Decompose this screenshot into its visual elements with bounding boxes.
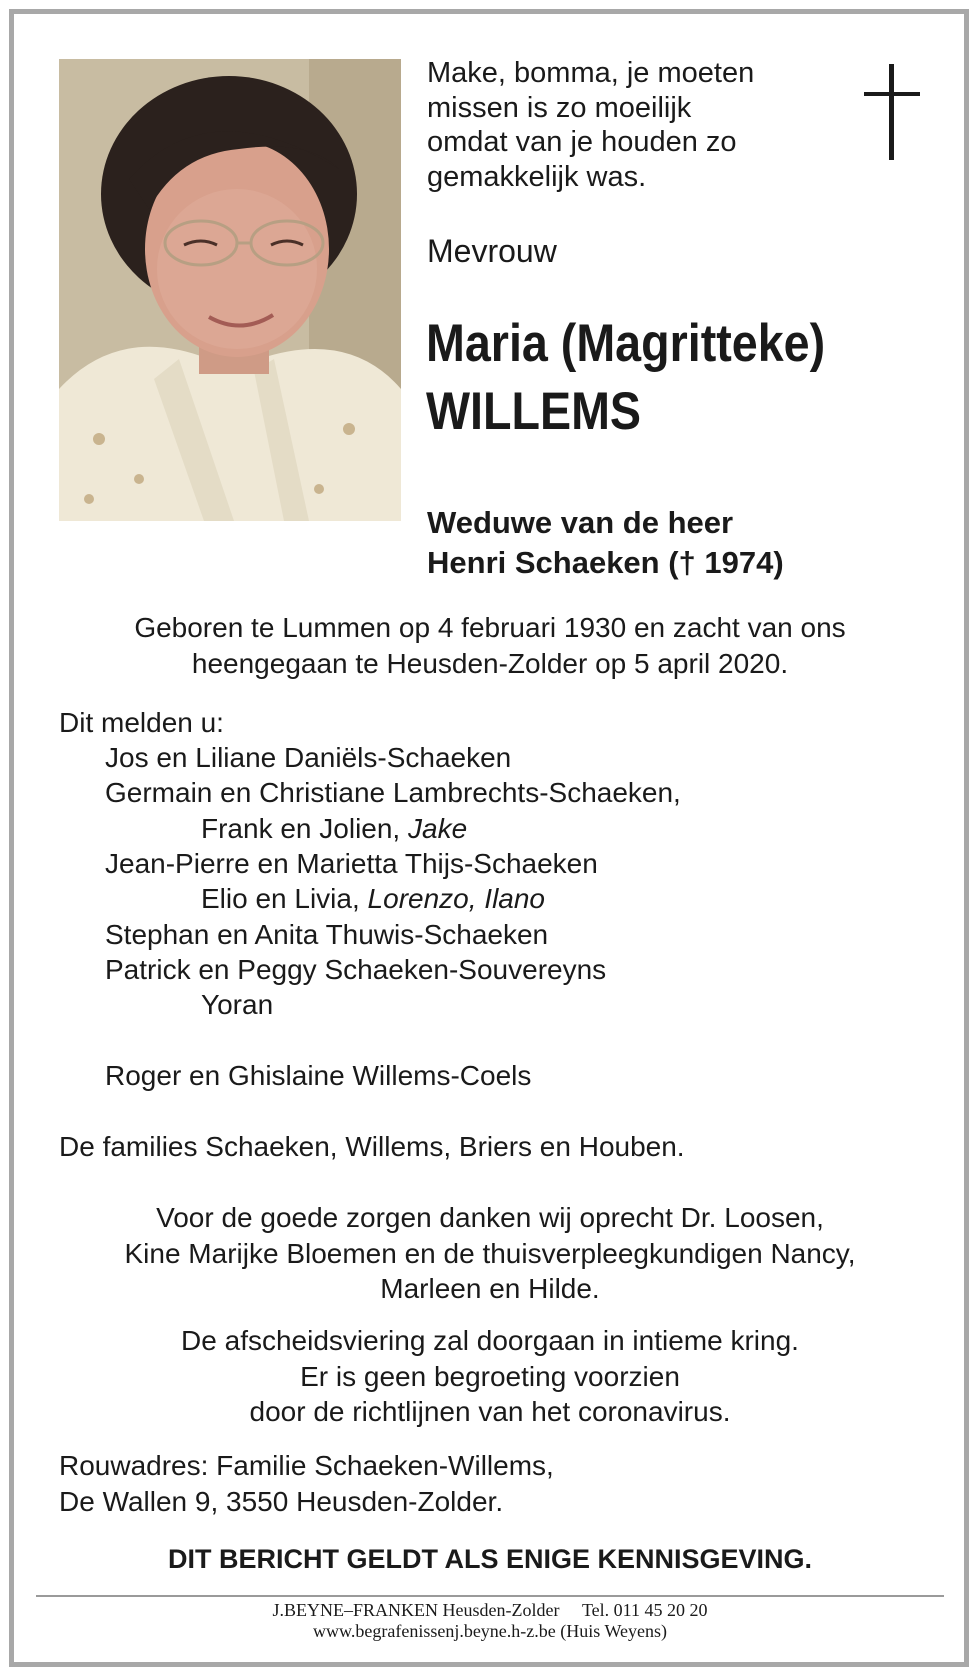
portrait-image [59,59,401,521]
cross-icon [864,64,920,160]
name-line-1: Maria (Magritteke) [426,314,826,373]
footer-line-2: www.begrafenissenj.beyne.h-z.be (Huis Weyens) [313,1621,667,1641]
family-member: Jos en Liliane Daniëls-Schaeken [105,742,512,773]
family-member: Patrick en Peggy Schaeken-Souvereyns [105,954,607,985]
funeral-home-footer [40,1600,940,1642]
poem-line: gemakkelijk was. [427,160,647,193]
poem-line: Make, bomma, je moeten [427,57,755,89]
family-member: Stephan en Anita Thuwis-Schaeken [105,919,549,950]
birth-line: Geboren te Lummen op 4 februari 1930 en zacht van ons [134,612,846,643]
family-member: Germain en Christiane Lambrechts-Schaeken, [105,777,681,808]
footer-line-1: J.BEYNE–FRANKEN Heusden-Zolder Tel. 011 45 20 20 [272,1600,708,1620]
birth-line: heengegaan te Heusden-Zolder op 5 april 2020. [191,648,789,679]
widow-of [427,503,784,583]
birth-death-text [40,610,940,682]
poem-line: missen is zo moeilijk [427,91,692,124]
families-line: De families Schaeken, Willems, Briers en Houben. [59,1131,685,1162]
thanks-line: Kine Marijke Bloemen en de thuisverpleegkundigen Nancy, [124,1237,856,1269]
family-member [201,882,545,916]
family-member: Yoran [201,989,274,1020]
great-grandchild: Lorenzo, Ilano [367,883,546,914]
family-member [201,812,467,846]
address-line: Rouwadres: Familie Schaeken-Willems, [59,1450,554,1481]
poem-line: omdat van je houden zo [427,126,737,158]
thanks-line: Marleen en Hilde. [380,1273,600,1304]
thanks-line: Voor de goede zorgen danken wij oprecht Dr. Loosen, [156,1202,824,1233]
widow-line-1: Weduwe van de heer [427,505,734,540]
honorific: Mevrouw [427,233,557,269]
ceremony-line: door de richtlijnen van het coronavirus. [249,1396,731,1427]
family-member-names: Frank en Jolien, [201,813,408,844]
deceased-name [426,310,825,446]
notice-text: DIT BERICHT GELDT ALS ENIGE KENNISGEVING. [167,1544,813,1574]
name-line-2: WILLEMS [426,382,642,441]
widow-line-2: Henri Schaeken († 1974) [427,545,784,580]
family-member-names: Elio en Livia, [201,883,368,914]
family-intro: Dit melden u: [59,707,224,738]
ceremony-line: Er is geen begroeting voorzien [300,1360,680,1392]
thanks-text [40,1200,940,1307]
family-member: Jean-Pierre en Marietta Thijs-Schaeken [105,848,598,879]
poem [427,56,847,194]
address-line: De Wallen 9, 3550 Heusden-Zolder. [59,1486,504,1517]
portrait-photo [59,59,401,521]
ceremony-line: De afscheidsviering zal doorgaan in intieme kring. [181,1325,799,1356]
mourning-address [59,1448,554,1520]
great-grandchild: Jake [408,813,468,844]
footer-divider [36,1595,944,1597]
ceremony-text [40,1323,940,1430]
family-member: Roger en Ghislaine Willems-Coels [105,1060,532,1091]
